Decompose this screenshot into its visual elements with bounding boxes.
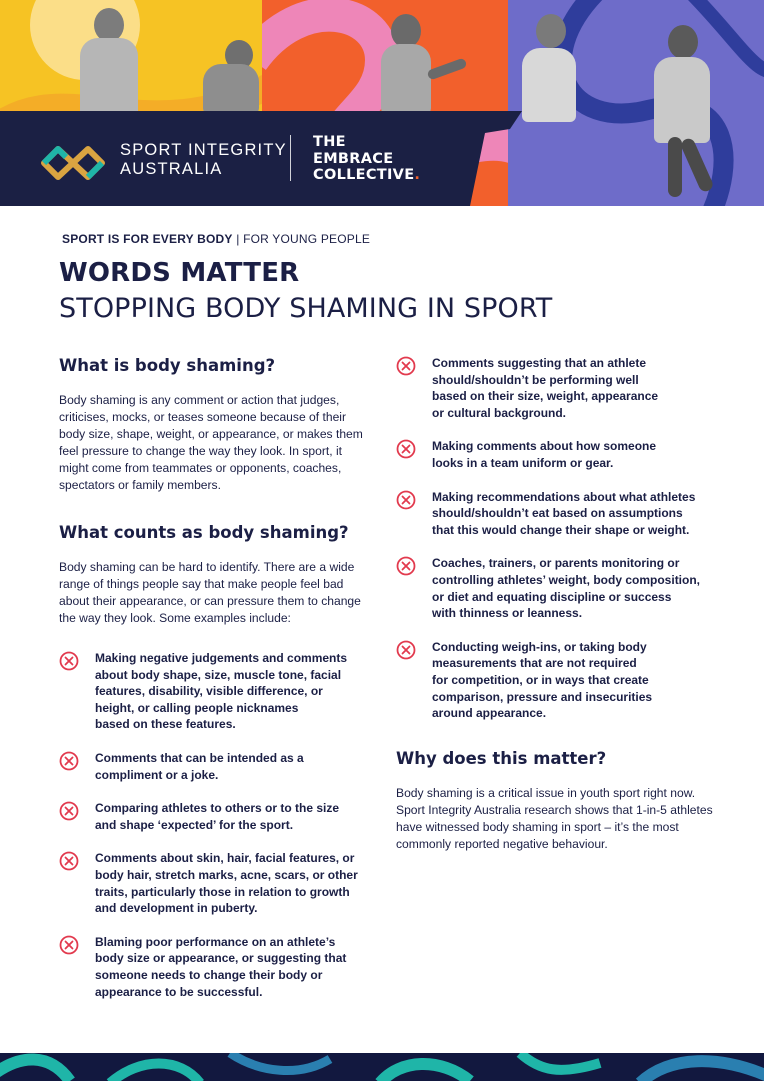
sport-integrity-logo-icon [40,139,106,187]
footer-pattern-band [0,1053,764,1081]
section-text-counts: Body shaming can be hard to identify. There are a wide range of things people say that make people feel bad about their appearance, or can pressure them to change the way they look. Some examples include: [59,560,361,625]
list-item-text: Comments that can be intended as a compliment or a joke. [95,750,304,782]
list-item-text: Conducting weigh-ins, or taking body measurements that are not required for competition, or in ways that create comparison, pressure and insecurities around appearance. [432,639,653,721]
section-heading-why: Why does this matter? [396,748,607,768]
right-column [396,355,716,853]
kicker-rest: FOR YOUNG PEOPLE [243,232,371,246]
x-circle-icon [396,356,416,376]
x-circle-icon [59,851,79,871]
kicker-bold: SPORT IS FOR EVERY BODY [62,232,233,246]
footer-pattern [0,1053,764,1081]
logo-divider [290,135,291,181]
x-circle-icon [396,439,416,459]
athlete-photo-2 [195,40,262,115]
athlete-photo-4 [508,14,598,124]
list-item [59,850,369,916]
kicker-line [62,232,370,246]
list-item [59,934,369,1000]
list-item-text: Making negative judgements and comments about body shape, size, muscle tone, facial features, disability, visible difference, or height, or calling people nicknames based on these features. [95,651,348,732]
section-heading-what: What is body shaming? [59,356,276,375]
x-circle-icon [396,640,416,660]
section-text-why: Body shaming is a critical issue in youth sport right now. Sport Integrity Australia research shows that 1-in-5 athletes have witnessed body shaming in sport – it’s the most commonly reported negative behaviour. [396,785,713,851]
list-item [396,639,716,722]
list-item-text: Comments about skin, hair, facial features, or body hair, stretch marks, acne, scars, or other traits, particularly those in relation to growth and development in puberty. [95,851,358,916]
x-circle-icon [59,651,79,671]
list-item-text: Blaming poor performance on an athlete’s body size or appearance, or suggesting that someone needs to change their body or appearance to be successful. [95,934,347,999]
logo-line-1: SPORT INTEGRITY [120,141,287,159]
page-subtitle: STOPPING BODY SHAMING IN SPORT [59,293,553,324]
list-item-text: Making recommendations about what athletes should/shouldn’t eat based on assumptions that this would change their shape or weight. [432,489,696,537]
x-circle-icon [396,490,416,510]
embrace-line-2: EMBRACE [313,150,394,167]
page-title: WORDS MATTER [59,258,300,288]
embrace-line-3: COLLECTIVE [313,167,415,183]
athlete-photo-3 [367,14,467,114]
list-item [59,650,369,733]
left-column [59,355,369,1000]
list-item [396,555,716,621]
embrace-dot: . [414,167,421,183]
athlete-photo-1 [70,8,150,118]
section-text-what: Body shaming is any comment or action that judges, criticises, mocks, or teases someone because of their body size, shape, weight, or appearance, or makes them feel pressure to change the way they look. In sport, it might come from teammates or opponents, coaches, spectators or family members. [59,393,363,492]
x-circle-icon [59,751,79,771]
section-heading-counts: What counts as body shaming? [59,523,349,542]
list-item [396,438,716,471]
list-item-text: Comments suggesting that an athlete should/shouldn’t be performing well based on their size, weight, appearance or cultural background. [432,356,659,420]
x-circle-icon [396,556,416,576]
kicker-separator: | [236,232,240,246]
list-item [396,355,716,421]
list-item-text: Making comments about how someone looks in a team uniform or gear. [432,439,657,470]
embrace-collective-wordmark [313,134,420,184]
list-item [59,800,369,833]
list-item [59,750,369,783]
examples-list-left [59,650,369,1000]
examples-list-right [396,355,716,722]
sport-integrity-australia-wordmark [120,141,287,179]
list-item-text: Comparing athletes to others or to the size and shape ‘expected’ for the sport. [95,801,340,832]
x-circle-icon [59,801,79,821]
list-item [396,489,716,539]
embrace-line-1: THE [313,134,346,150]
logo-line-2: AUSTRALIA [120,160,223,178]
list-item-text: Coaches, trainers, or parents monitoring or controlling athletes’ weight, body composition, or diet and equating discipline or success with thinness or leanness. [432,556,701,621]
x-circle-icon [59,935,79,955]
hero-banner [0,0,764,206]
